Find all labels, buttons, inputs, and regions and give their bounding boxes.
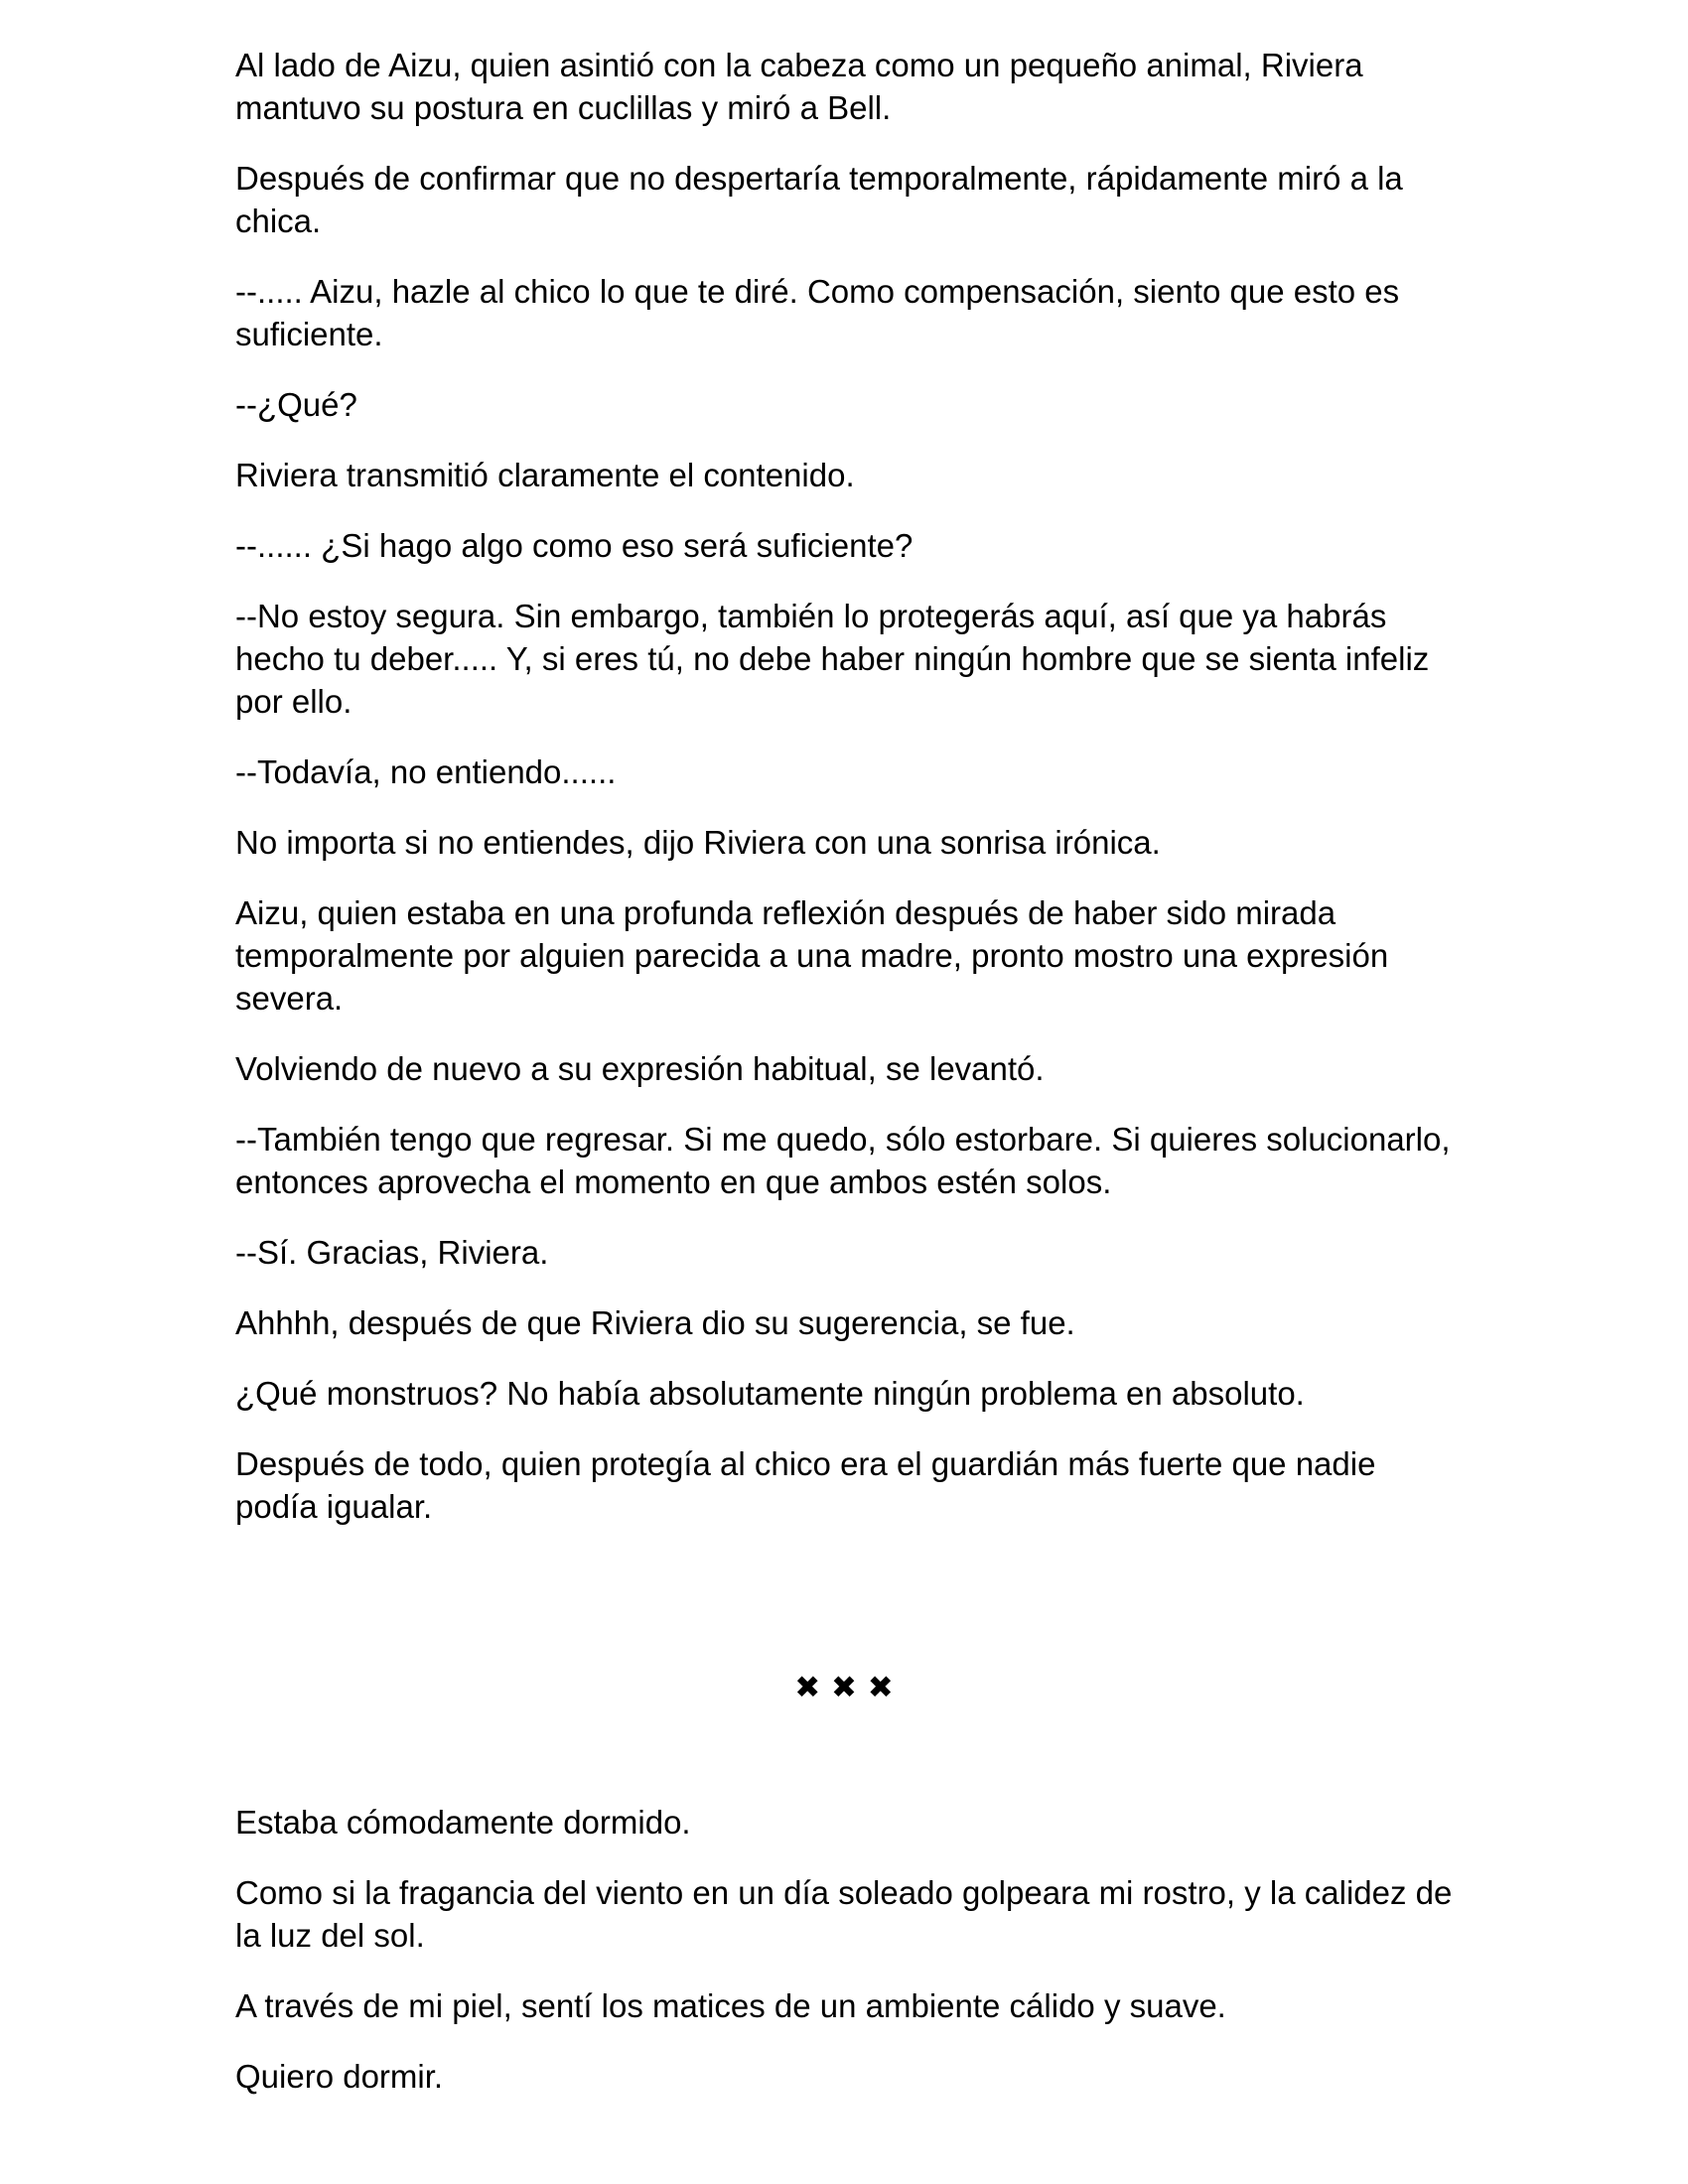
paragraph: --Todavía, no entiendo......: [235, 753, 617, 790]
paragraph: A través de mi piel, sentí los matices de un ambiente cálido y suave.: [235, 1987, 1226, 2024]
paragraph: Después de confirmar que no despertaría temporalmente, rápidamente miró a la chica.: [235, 160, 1403, 239]
paragraph: --...... ¿Si hago algo como eso será suficiente?: [235, 527, 914, 564]
paragraph: No importa si no entiendes, dijo Riviera con una sonrisa irónica.: [235, 824, 1161, 861]
paragraph: --También tengo que regresar. Si me quedo, sólo estorbare. Si quieres solucionarlo, entonces aprovecha el momento en que ambos estén solos.: [235, 1121, 1451, 1200]
paragraph: Aizu, quien estaba en una profunda reflexión después de haber sido mirada temporalmente por alguien parecida a una madre, pronto mostro una expresión severa.: [235, 894, 1389, 1017]
section-separator: ✖ ✖ ✖: [794, 1670, 894, 1706]
paragraph: Al lado de Aizu, quien asintió con la cabeza como un pequeño animal, Riviera mantuvo su postura en cuclillas y miró a Bell.: [235, 47, 1363, 126]
paragraph: Quiero dormir.: [235, 2058, 444, 2095]
paragraph: Como si la fragancia del viento en un día soleado golpeara mi rostro, y la calidez de la luz del sol.: [235, 1874, 1453, 1954]
paragraph: --Sí. Gracias, Riviera.: [235, 1234, 549, 1271]
paragraph: Volviendo de nuevo a su expresión habitual, se levantó.: [235, 1050, 1045, 1087]
paragraph: Estaba cómodamente dormido.: [235, 1804, 691, 1841]
paragraph: ¿Qué monstruos? No había absolutamente ningún problema en absoluto.: [235, 1375, 1305, 1412]
paragraph: Ahhhh, después de que Riviera dio su sugerencia, se fue.: [235, 1304, 1075, 1341]
paragraph: --No estoy segura. Sin embargo, también lo protegerás aquí, así que ya habrás hecho tu deber..... Y, si eres tú, no debe haber ningún hombre que se sienta infeliz por ello.: [235, 598, 1430, 720]
paragraph: --..... Aizu, hazle al chico lo que te diré. Como compensación, siento que esto es suficiente.: [235, 273, 1400, 352]
paragraph: Después de todo, quien protegía al chico era el guardián más fuerte que nadie podía igualar.: [235, 1445, 1376, 1525]
paragraph: Riviera transmitió claramente el contenido.: [235, 457, 855, 493]
paragraph: --¿Qué?: [235, 386, 357, 423]
